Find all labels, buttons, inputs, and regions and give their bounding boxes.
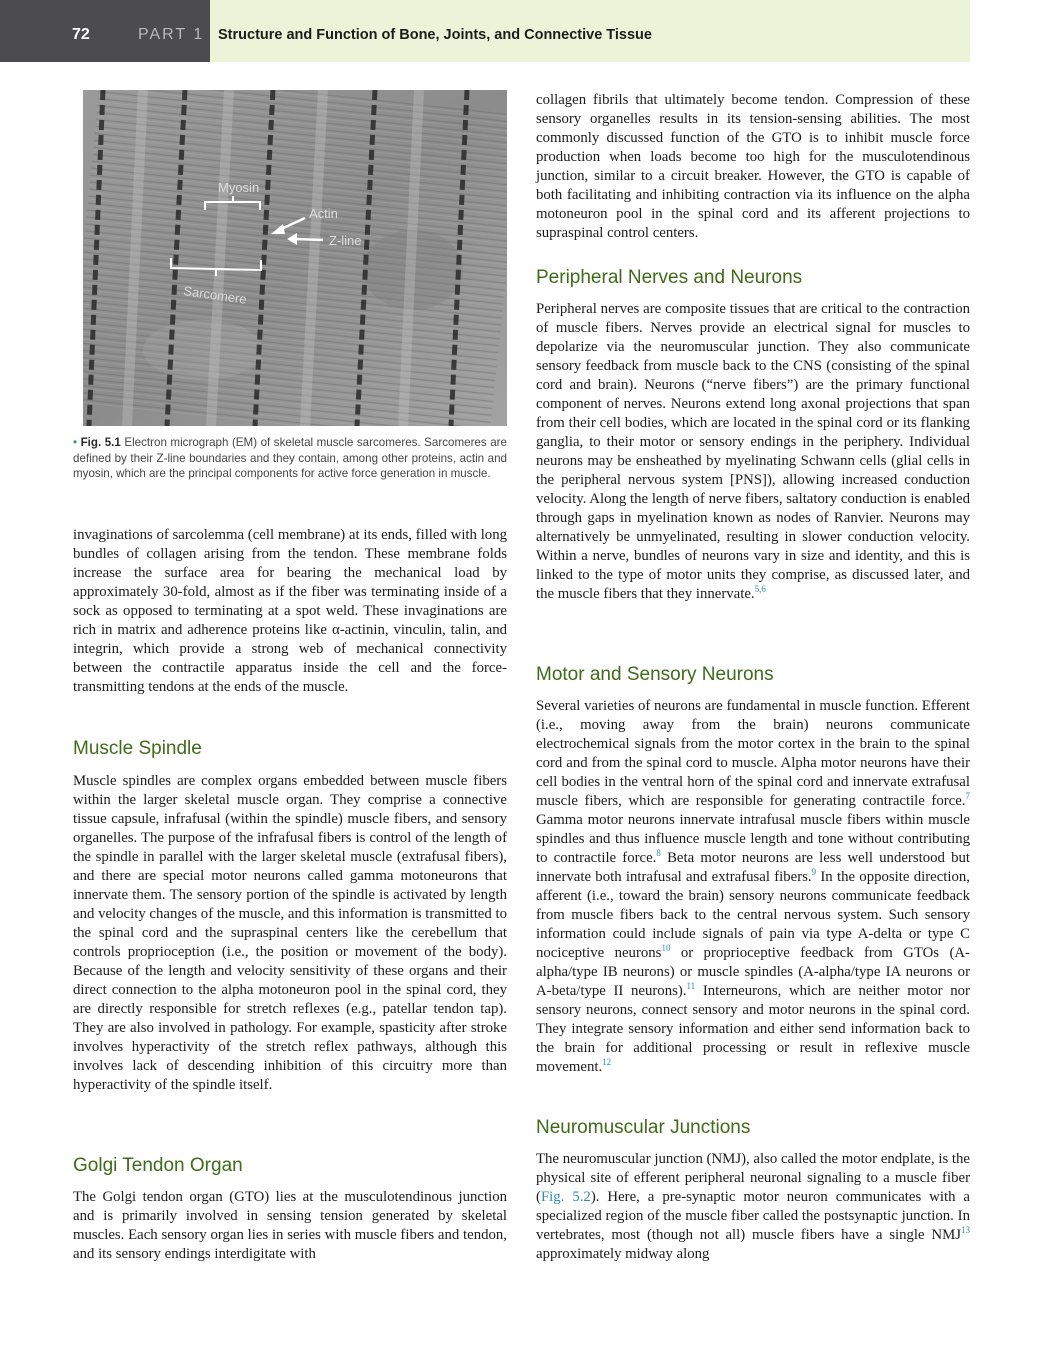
micrograph-figure	[83, 90, 507, 426]
motor-text-5: or proprioceptive feedback from GTOs (A-alpha/type IB neurons) or muscle spindles (A-alpha/type IA neurons or A-beta/type II neurons).	[536, 945, 970, 999]
label-zline: Z-line	[329, 233, 362, 248]
nmj-text-1: The neuromuscular junction (NMJ), also called the motor endplate, is the physical site of efferent peripheral neuronal signaling to a muscle fiber (	[536, 1151, 970, 1205]
citation-9[interactable]: 9	[811, 867, 817, 878]
paragraph-motor-sensory-neurons	[536, 697, 970, 1077]
paragraph-muscle-spindle: Muscle spindles are complex organs embedded between muscle fibers within the larger skeletal muscle organ. They comprise a connective tissue capsule, infrafusal (within the spindle) muscle fibers, and sensory organelles. The purpose of the infrafusal fibers is control of the length of the spindle in parallel with the larger skeletal muscle (extrafusal fibers), and there are special motor neurons called gamma motoneurons that innervate them. The sensory portion of the spindle is activated by length and velocity changes of the muscle, and this information is transmitted to the spinal cord and the supraspinal centers like the cerebellum that controls proprioception (i.e., the position or movement of the body). Because of the length and velocity sensitivity of these organs and their direct connection to the alpha motoneuron pool in the spinal cord, they are directly responsible for stretch reflexes (e.g., patellar tendon tap). They are also involved in pathology. For example, spasticity after stroke involves hyperactivity of the stretch reflex pathways, although this involves lack of descending inhibition of this circuitry more than hyperactivity of the spindle itself.	[73, 773, 507, 1093]
right-column-peripheral	[536, 300, 970, 604]
motor-text-4: In the opposite direction, afferent (i.e., toward the brain) sensory neurons communicate feedback from muscle fibers back to the central nervous system. Such sensory information could include signals of pain via type A-delta or type C nociceptive neurons	[536, 869, 970, 961]
running-header	[0, 0, 970, 62]
citation-5-6[interactable]: 5,6	[754, 584, 766, 595]
left-column-gto	[73, 1188, 507, 1264]
heading-muscle-spindle: Muscle Spindle	[73, 738, 202, 759]
nmj-text-3: approximately midway along	[536, 1246, 710, 1262]
paragraph-gto-continued: collagen fibrils that ultimately become tendon. Compression of these sensory organelles results in its tension-sensing abilities. The most commonly discussed function of the GTO is to inhibit muscle force production when loads become too high for the musculotendinous junction, similar to a circuit breaker. However, the GTO is capable of both facilitating and inhibiting contraction via its influence on the alpha motoneuron pool in the spinal cord and its afferent projections to supraspinal control centers.	[536, 92, 970, 241]
caption-label: Fig. 5.1	[80, 436, 121, 449]
bullet-icon: •	[73, 436, 78, 449]
citation-7[interactable]: 7	[965, 791, 970, 802]
left-column	[73, 526, 507, 697]
right-column-motor	[536, 697, 970, 1077]
heading-motor-sensory-neurons: Motor and Sensory Neurons	[536, 664, 774, 685]
citation-13[interactable]: 13	[961, 1225, 970, 1236]
label-actin: Actin	[309, 206, 338, 221]
chapter-title: Structure and Function of Bone, Joints, and Connective Tissue	[218, 27, 652, 43]
motor-text-2: Gamma motor neurons innervate intrafusal muscle fibers within muscle spindles and thus influence muscle length and tone without contributing to contractile force.	[536, 812, 970, 866]
peripheral-text: Peripheral nerves are composite tissues that are critical to the contraction of muscle fibers. Nerves provide an electrical signal for muscles to depolarize via the neuromuscular junction. They also communicate sensory feedback from muscle back to the CNS (consisting of the spinal cord and brain). Neurons (“nerve fibers”) are the primary functional component of nerves. Neurons extend long axonal projections that span from their cell bodies, which are located in the spinal cord or its flanking ganglia, to their motor or sensory endings in the periphery. Individual neurons may be ensheathed by myelinating Schwann cells (glial cells in the peripheral nervous system [PNS]), allowing increased conduction velocity. Along the length of nerve fibers, saltatory conduction is enabled through gaps in myelination known as nodes of Ranvier. Neurons may alternatively be unmyelinated, resulting in slower conduction velocity. Within a nerve, bundles of neurons vary in size and identity, and this is linked to the type of motor units they comprise, as discussed later, and the muscle fibers that they innervate.	[536, 301, 970, 602]
caption-text: Electron micrograph (EM) of skeletal muscle sarcomeres. Sarcomeres are defined by their Z-line boundaries and they contain, among other proteins, actin and myosin, which are the principal components for active force generation in muscle.	[73, 436, 507, 480]
citation-12[interactable]: 12	[602, 1057, 612, 1068]
motor-text-3: Beta motor neurons are less well understood but innervate both intrafusal and extrafusal fibers.	[536, 850, 970, 885]
heading-neuromuscular-junctions: Neuromuscular Junctions	[536, 1117, 751, 1138]
citation-10[interactable]: 10	[661, 943, 671, 954]
label-sarcomere: Sarcomere	[182, 283, 248, 307]
motor-text-1: Several varieties of neurons are fundamental in muscle function. Efferent (i.e., moving away from the brain) neurons communicate electrochemical signals from the motor cortex in the brain to the spinal cord and from the spinal cord to muscle. Alpha motor neurons have their cell bodies in the ventral horn of the spinal cord and innervate extrafusal muscle fibers, which are responsible for generating contractile force.	[536, 698, 970, 809]
figure-link-5-2[interactable]: Fig. 5.2	[540, 1189, 591, 1205]
left-column-spindle	[73, 772, 507, 1095]
paragraph-peripheral-nerves	[536, 300, 970, 604]
citation-8[interactable]: 8	[656, 848, 661, 859]
page-number: 72	[72, 26, 90, 43]
motor-text-6: Interneurons, which are neither motor nor sensory neurons, connect sensory and motor neurons in the spinal cord. They integrate sensory information and either send information back to the brain for additional processing or result in reflexive muscle movement.	[536, 983, 970, 1075]
citation-11[interactable]: 11	[686, 981, 696, 992]
paragraph-golgi-tendon-organ: The Golgi tendon organ (GTO) lies at the musculotendinous junction and is primarily involved in sensing tension generated by skeletal muscles. Each sensory organ lies in series with muscle fibers and tendon, and its sensory endings interdigitate with	[73, 1189, 507, 1262]
right-column-nmj	[536, 1150, 970, 1264]
paragraph-invaginations: invaginations of sarcolemma (cell membrane) at its ends, filled with long bundles of collagen arising from the tendon. These membrane folds increase the surface area for bearing the mechanical load by approximately 30-fold, almost as if the fiber was terminating inside of a sock as opposed to terminating at a spot weld. These invaginations are rich in matrix and adherence proteins like α-actinin, vinculin, talin, and integrin, which provide a strong web of mechanical connectivity between the contractile apparatus inside the cell and the force-transmitting tendons at the ends of the muscle.	[73, 527, 507, 695]
right-column-top	[536, 91, 970, 243]
label-myosin: Myosin	[218, 180, 260, 195]
paragraph-neuromuscular-junctions	[536, 1150, 970, 1264]
figure-caption	[73, 435, 507, 482]
part-label: PART 1	[138, 26, 205, 43]
nmj-text-2: ). Here, a pre-synaptic motor neuron communicates with a specialized region of the muscle fiber called the postsynaptic junction. In vertebrates, most (though not all) muscle fibers have a single NMJ	[536, 1189, 970, 1243]
heading-peripheral-nerves: Peripheral Nerves and Neurons	[536, 267, 803, 288]
heading-golgi-tendon-organ: Golgi Tendon Organ	[73, 1155, 243, 1176]
